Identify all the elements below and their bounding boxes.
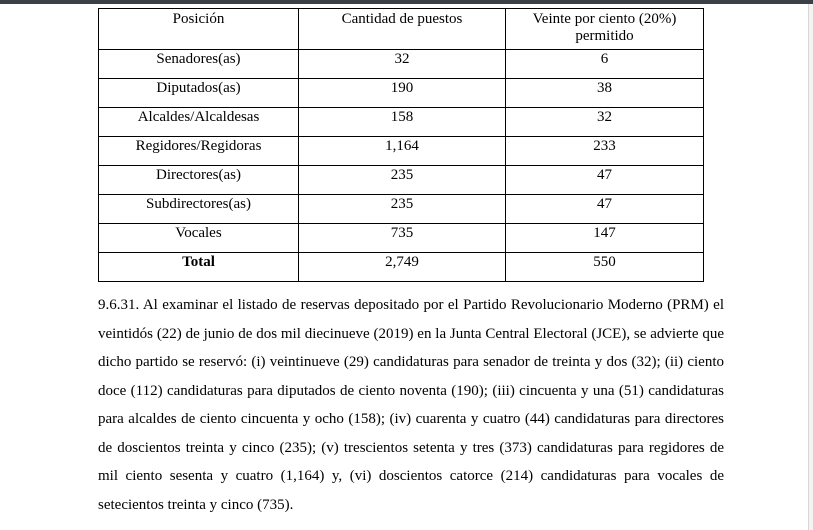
row-position: Subdirectores(as) bbox=[99, 195, 299, 224]
scrollbar[interactable] bbox=[808, 4, 813, 530]
row-position: Alcaldes/Alcaldesas bbox=[99, 108, 299, 137]
row-seat-count: 235 bbox=[299, 166, 506, 195]
table-row bbox=[99, 50, 704, 79]
table-row bbox=[99, 224, 704, 253]
row-twenty-percent: 47 bbox=[506, 166, 704, 195]
table-header-row bbox=[99, 9, 704, 50]
total-label: Total bbox=[99, 253, 299, 282]
table-row bbox=[99, 166, 704, 195]
table-row bbox=[99, 79, 704, 108]
row-twenty-percent: 6 bbox=[506, 50, 704, 79]
row-position: Diputados(as) bbox=[99, 79, 299, 108]
table-row bbox=[99, 195, 704, 224]
row-twenty-percent: 47 bbox=[506, 195, 704, 224]
row-twenty-percent: 233 bbox=[506, 137, 704, 166]
header-twenty-percent: Veinte por ciento (20%) permitido bbox=[506, 9, 704, 50]
header-position: Posición bbox=[99, 9, 299, 50]
row-seat-count: 190 bbox=[299, 79, 506, 108]
table-row bbox=[99, 137, 704, 166]
row-seat-count: 735 bbox=[299, 224, 506, 253]
total-seat-count: 2,749 bbox=[299, 253, 506, 282]
row-position: Vocales bbox=[99, 224, 299, 253]
table-row bbox=[99, 108, 704, 137]
row-position: Regidores/Regidoras bbox=[99, 137, 299, 166]
row-seat-count: 235 bbox=[299, 195, 506, 224]
window-top-bar bbox=[0, 0, 813, 4]
table-total-row bbox=[99, 253, 704, 282]
header-seat-count: Cantidad de puestos bbox=[299, 9, 506, 50]
body-paragraph: 9.6.31. Al examinar el listado de reservas depositado por el Partido Revolucionario Moderno (PRM) el veintidós (22) de junio de dos mil diecinueve (2019) en la Junta Central Electoral (JCE), se advierte que dicho partido se reservó: (i) veintinueve (29) candidaturas para senador de treinta y dos (32); (ii) ciento doce (112) candidaturas para diputados de ciento noventa (190); (iii) cincuenta y una (51) candidaturas para alcaldes de ciento cincuenta y ocho (158); (iv) cuarenta y cuatro (44) candidaturas para directores de doscientos treinta y cinco (235); (v) trescientos setenta y tres (373) candidaturas para regidores de mil ciento sesenta y cuatro (1,164) y, (vi) doscientos catorce (214) candidaturas para vocales de setecientos treinta y cinco (735). bbox=[98, 297, 724, 513]
row-position: Senadores(as) bbox=[99, 50, 299, 79]
row-position: Directores(as) bbox=[99, 166, 299, 195]
seats-table bbox=[98, 8, 704, 282]
row-seat-count: 32 bbox=[299, 50, 506, 79]
row-twenty-percent: 38 bbox=[506, 79, 704, 108]
row-twenty-percent: 32 bbox=[506, 108, 704, 137]
row-twenty-percent: 147 bbox=[506, 224, 704, 253]
row-seat-count: 1,164 bbox=[299, 137, 506, 166]
row-seat-count: 158 bbox=[299, 108, 506, 137]
total-twenty-percent: 550 bbox=[506, 253, 704, 282]
